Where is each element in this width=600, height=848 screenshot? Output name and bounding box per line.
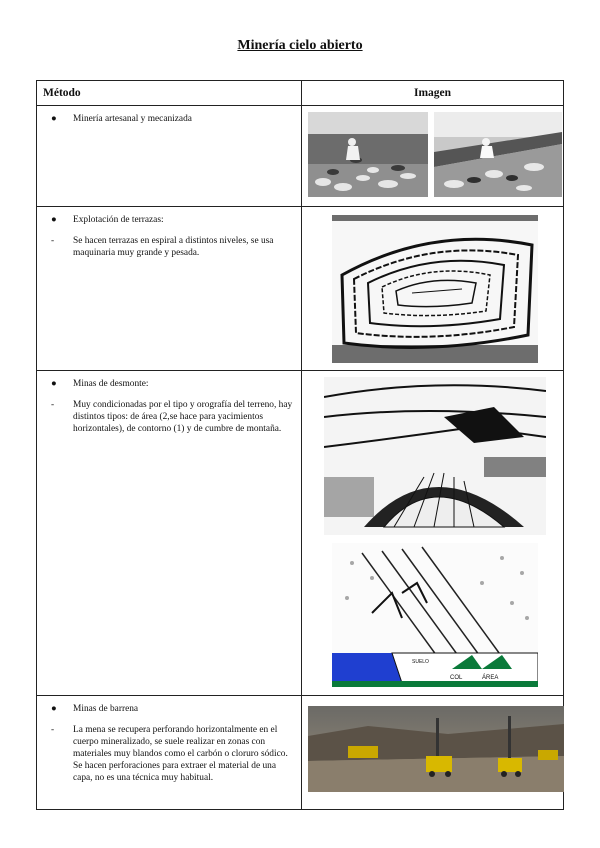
method-title: Explotación de terrazas: <box>73 215 164 225</box>
header-image: Imagen <box>302 81 564 106</box>
method-cell <box>37 371 302 696</box>
method-cell <box>37 696 302 810</box>
bullet-item <box>51 113 293 125</box>
dash-mark: - <box>51 400 55 410</box>
header-method: Método <box>37 81 302 106</box>
dash-item <box>51 724 293 784</box>
auger-mine-photo <box>308 706 564 792</box>
table-row <box>37 106 564 207</box>
table-row <box>37 696 564 810</box>
artisanal-mining-photo <box>308 112 428 197</box>
bullet-mark: ● <box>51 704 57 714</box>
method-description: Muy condicionadas por el tipo y orografía del terreno, hay distintos tipos: de área (2,se hace para yacimientos horizontales), de contorno (1) y de cumbre de montaña. <box>73 400 293 434</box>
dash-item <box>51 399 293 435</box>
table-row <box>37 371 564 696</box>
image-cell <box>302 696 564 810</box>
dash-mark: - <box>51 236 55 246</box>
method-cell <box>37 207 302 371</box>
table-row <box>37 207 564 371</box>
terrace-mine-illustration <box>332 215 538 363</box>
dash-mark: - <box>51 725 55 735</box>
area-mine-cross-section <box>332 543 538 687</box>
method-description: La mena se recupera perforando horizontalmente en el cuerpo mineralizado, se suele realizar en zonas con materiales muy blandos como el carbón o cloruro sódico. Se hacen perforaciones para extraer el material de una capa, no es una técnica muy habitual. <box>73 725 288 783</box>
figure-label-soil: SUELO <box>412 659 429 665</box>
method-description: Se hacen terrazas en espiral a distintos niveles, se usa maquinaria muy grande y pesada. <box>73 236 274 258</box>
mechanized-mining-photo <box>434 112 562 197</box>
bullet-item <box>51 378 293 390</box>
image-cell <box>302 207 564 371</box>
bullet-mark: ● <box>51 114 57 124</box>
bullet-item <box>51 214 293 226</box>
dash-item <box>51 235 293 259</box>
figure-label-area: ÁREA <box>482 675 499 681</box>
method-title: Minería artesanal y mecanizada <box>73 114 192 124</box>
bullet-mark: ● <box>51 215 57 225</box>
method-cell <box>37 106 302 207</box>
bullet-mark: ● <box>51 379 57 389</box>
table-header-row <box>37 81 564 106</box>
bullet-item <box>51 703 293 715</box>
image-cell <box>302 371 564 696</box>
image-cell <box>302 106 564 207</box>
method-title: Minas de desmonte: <box>73 379 149 389</box>
page-title: Minería cielo abierto <box>237 38 363 53</box>
methods-table <box>36 80 564 810</box>
method-title: Minas de barrena <box>73 704 139 714</box>
contour-mine-illustration <box>324 377 546 535</box>
figure-label-col: COL <box>450 675 463 681</box>
